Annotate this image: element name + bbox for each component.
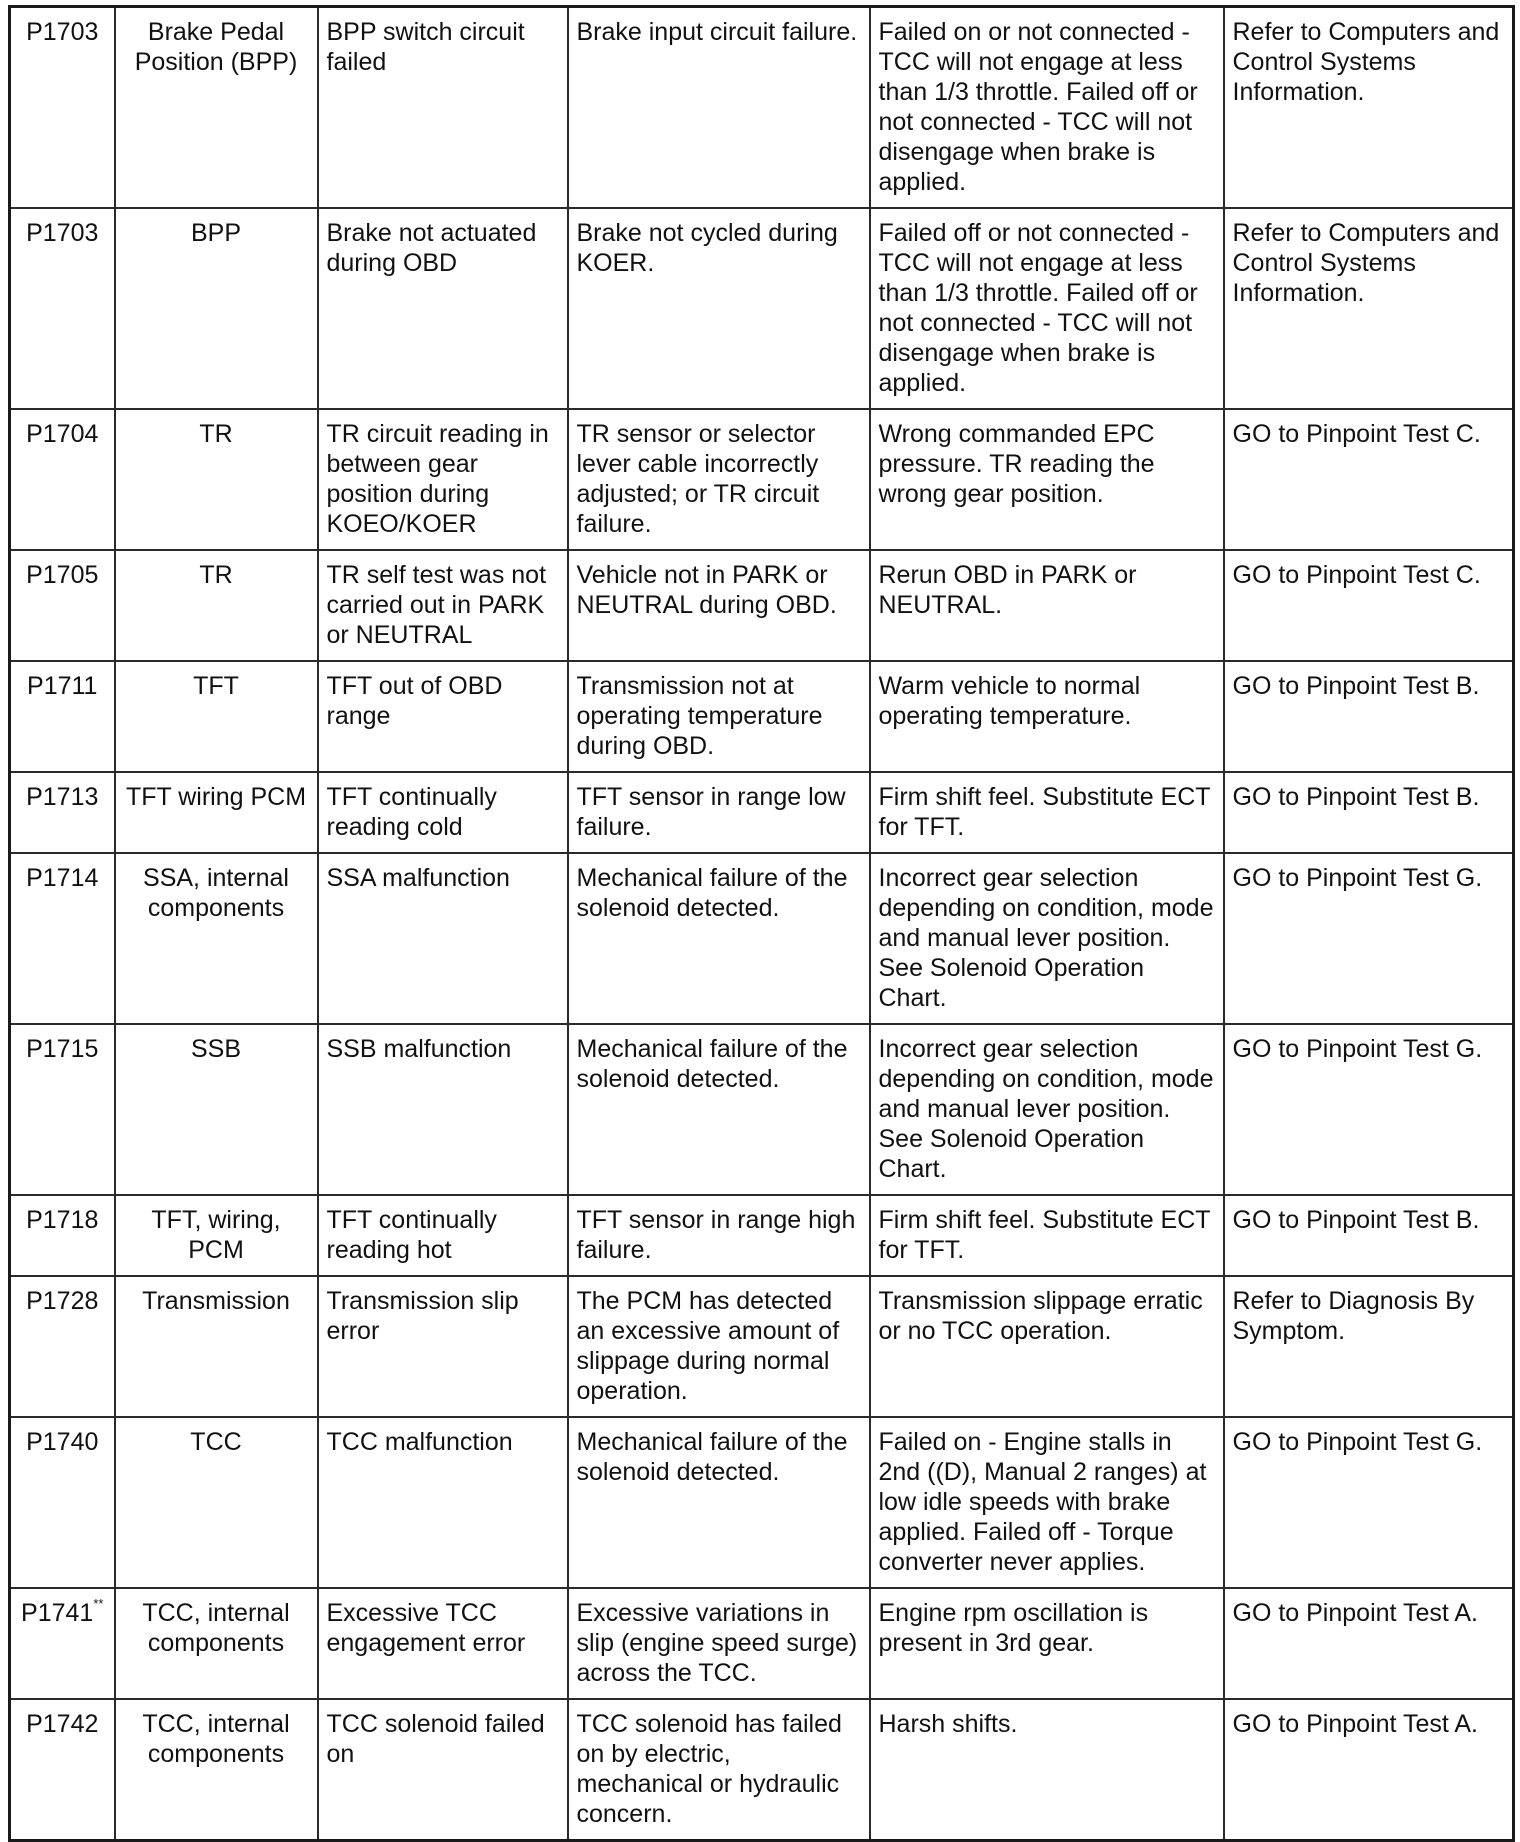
dtc-code-cell bbox=[10, 1276, 115, 1417]
table-row bbox=[10, 1276, 1514, 1417]
action-cell: GO to Pinpoint Test A. bbox=[1224, 1588, 1514, 1699]
symptom-cell: Incorrect gear selection depending on condition, mode and manual lever position. See Solenoid Operation Chart. bbox=[870, 853, 1224, 1024]
action-cell: GO to Pinpoint Test B. bbox=[1224, 661, 1514, 772]
symptom-cell: Warm vehicle to normal operating temperature. bbox=[870, 661, 1224, 772]
description-cell: TR circuit reading in between gear position during KOEO/KOER bbox=[318, 409, 568, 550]
description-cell: TFT continually reading hot bbox=[318, 1195, 568, 1276]
description-cell: Transmission slip error bbox=[318, 1276, 568, 1417]
description-cell: TFT out of OBD range bbox=[318, 661, 568, 772]
action-cell: GO to Pinpoint Test G. bbox=[1224, 853, 1514, 1024]
dtc-code-cell bbox=[10, 208, 115, 409]
dtc-code-cell bbox=[10, 550, 115, 661]
action-cell: GO to Pinpoint Test B. bbox=[1224, 1195, 1514, 1276]
condition-cell: TCC solenoid has failed on by electric, mechanical or hydraulic concern. bbox=[568, 1699, 870, 1841]
dtc-code: P1718 bbox=[26, 1206, 99, 1234]
condition-cell: Mechanical failure of the solenoid detected. bbox=[568, 1024, 870, 1195]
component-cell: TFT bbox=[115, 661, 318, 772]
dtc-code: P1742 bbox=[26, 1710, 99, 1738]
table-row bbox=[10, 208, 1514, 409]
dtc-code: P1715 bbox=[26, 1035, 99, 1063]
condition-cell: Mechanical failure of the solenoid detected. bbox=[568, 853, 870, 1024]
dtc-code: P1705 bbox=[26, 561, 99, 589]
table-row bbox=[10, 853, 1514, 1024]
action-cell: Refer to Computers and Control Systems Information. bbox=[1224, 7, 1514, 209]
dtc-code: P1703 bbox=[26, 219, 99, 247]
dtc-code-cell bbox=[10, 1588, 115, 1699]
action-cell: GO to Pinpoint Test G. bbox=[1224, 1024, 1514, 1195]
condition-cell: Vehicle not in PARK or NEUTRAL during OBD. bbox=[568, 550, 870, 661]
condition-cell: Transmission not at operating temperature during OBD. bbox=[568, 661, 870, 772]
table-row bbox=[10, 550, 1514, 661]
component-cell: BPP bbox=[115, 208, 318, 409]
dtc-code: P1704 bbox=[26, 420, 99, 448]
component-cell: TCC, internal components bbox=[115, 1588, 318, 1699]
symptom-cell: Engine rpm oscillation is present in 3rd gear. bbox=[870, 1588, 1224, 1699]
symptom-cell: Failed on or not connected - TCC will not engage at less than 1/3 throttle. Failed off or not connected - TCC will not disengage when brake is applied. bbox=[870, 7, 1224, 209]
symptom-cell: Failed off or not connected - TCC will not engage at less than 1/3 throttle. Failed off or not connected - TCC will not disengage when brake is applied. bbox=[870, 208, 1224, 409]
table-row bbox=[10, 1699, 1514, 1841]
dtc-code-cell bbox=[10, 1024, 115, 1195]
symptom-cell: Firm shift feel. Substitute ECT for TFT. bbox=[870, 772, 1224, 853]
table-row bbox=[10, 772, 1514, 853]
dtc-code-cell bbox=[10, 853, 115, 1024]
action-cell: Refer to Computers and Control Systems Information. bbox=[1224, 208, 1514, 409]
symptom-cell: Transmission slippage erratic or no TCC operation. bbox=[870, 1276, 1224, 1417]
dtc-code: P1711 bbox=[27, 672, 98, 700]
table-row bbox=[10, 1024, 1514, 1195]
symptom-cell: Firm shift feel. Substitute ECT for TFT. bbox=[870, 1195, 1224, 1276]
symptom-cell: Harsh shifts. bbox=[870, 1699, 1224, 1841]
action-cell: GO to Pinpoint Test C. bbox=[1224, 550, 1514, 661]
description-cell: TFT continually reading cold bbox=[318, 772, 568, 853]
description-cell: BPP switch circuit failed bbox=[318, 7, 568, 209]
dtc-code: P1741 bbox=[21, 1599, 94, 1627]
table-row bbox=[10, 1195, 1514, 1276]
component-cell: TR bbox=[115, 409, 318, 550]
table-row bbox=[10, 7, 1514, 209]
component-cell: TFT wiring PCM bbox=[115, 772, 318, 853]
dtc-code-mark: ** bbox=[93, 1595, 104, 1611]
dtc-code-cell bbox=[10, 661, 115, 772]
dtc-code: P1713 bbox=[26, 783, 99, 811]
component-cell: Transmission bbox=[115, 1276, 318, 1417]
dtc-code-cell bbox=[10, 1417, 115, 1588]
symptom-cell: Wrong commanded EPC pressure. TR reading the wrong gear position. bbox=[870, 409, 1224, 550]
condition-cell: TFT sensor in range high failure. bbox=[568, 1195, 870, 1276]
description-cell: Excessive TCC engagement error bbox=[318, 1588, 568, 1699]
condition-cell: TFT sensor in range low failure. bbox=[568, 772, 870, 853]
component-cell: Brake Pedal Position (BPP) bbox=[115, 7, 318, 209]
action-cell: GO to Pinpoint Test G. bbox=[1224, 1417, 1514, 1588]
description-cell: SSA malfunction bbox=[318, 853, 568, 1024]
condition-cell: The PCM has detected an excessive amount of slippage during normal operation. bbox=[568, 1276, 870, 1417]
symptom-cell: Rerun OBD in PARK or NEUTRAL. bbox=[870, 550, 1224, 661]
symptom-cell: Failed on - Engine stalls in 2nd ((D), Manual 2 ranges) at low idle speeds with brake applied. Failed off - Torque converter never applies. bbox=[870, 1417, 1224, 1588]
component-cell: TR bbox=[115, 550, 318, 661]
description-cell: Brake not actuated during OBD bbox=[318, 208, 568, 409]
condition-cell: TR sensor or selector lever cable incorrectly adjusted; or TR circuit failure. bbox=[568, 409, 870, 550]
dtc-table bbox=[8, 5, 1515, 1842]
action-cell: GO to Pinpoint Test C. bbox=[1224, 409, 1514, 550]
dtc-code: P1740 bbox=[26, 1428, 99, 1456]
table-row bbox=[10, 409, 1514, 550]
table-row bbox=[10, 1417, 1514, 1588]
action-cell: GO to Pinpoint Test A. bbox=[1224, 1699, 1514, 1841]
condition-cell: Excessive variations in slip (engine speed surge) across the TCC. bbox=[568, 1588, 870, 1699]
action-cell: Refer to Diagnosis By Symptom. bbox=[1224, 1276, 1514, 1417]
component-cell: TCC, internal components bbox=[115, 1699, 318, 1841]
description-cell: TCC malfunction bbox=[318, 1417, 568, 1588]
table-row bbox=[10, 661, 1514, 772]
condition-cell: Mechanical failure of the solenoid detected. bbox=[568, 1417, 870, 1588]
component-cell: TFT, wiring, PCM bbox=[115, 1195, 318, 1276]
dtc-code-cell bbox=[10, 7, 115, 209]
dtc-code: P1714 bbox=[26, 864, 99, 892]
description-cell: SSB malfunction bbox=[318, 1024, 568, 1195]
component-cell: SSB bbox=[115, 1024, 318, 1195]
dtc-code: P1703 bbox=[26, 18, 99, 46]
component-cell: SSA, internal components bbox=[115, 853, 318, 1024]
action-cell: GO to Pinpoint Test B. bbox=[1224, 772, 1514, 853]
dtc-table-body bbox=[10, 7, 1514, 1841]
description-cell: TR self test was not carried out in PARK or NEUTRAL bbox=[318, 550, 568, 661]
dtc-code-cell bbox=[10, 772, 115, 853]
dtc-code-cell bbox=[10, 409, 115, 550]
symptom-cell: Incorrect gear selection depending on condition, mode and manual lever position. See Solenoid Operation Chart. bbox=[870, 1024, 1224, 1195]
dtc-code-cell bbox=[10, 1699, 115, 1841]
dtc-code: P1728 bbox=[26, 1287, 99, 1315]
dtc-code-cell bbox=[10, 1195, 115, 1276]
description-cell: TCC solenoid failed on bbox=[318, 1699, 568, 1841]
condition-cell: Brake input circuit failure. bbox=[568, 7, 870, 209]
component-cell: TCC bbox=[115, 1417, 318, 1588]
table-row bbox=[10, 1588, 1514, 1699]
condition-cell: Brake not cycled during KOER. bbox=[568, 208, 870, 409]
